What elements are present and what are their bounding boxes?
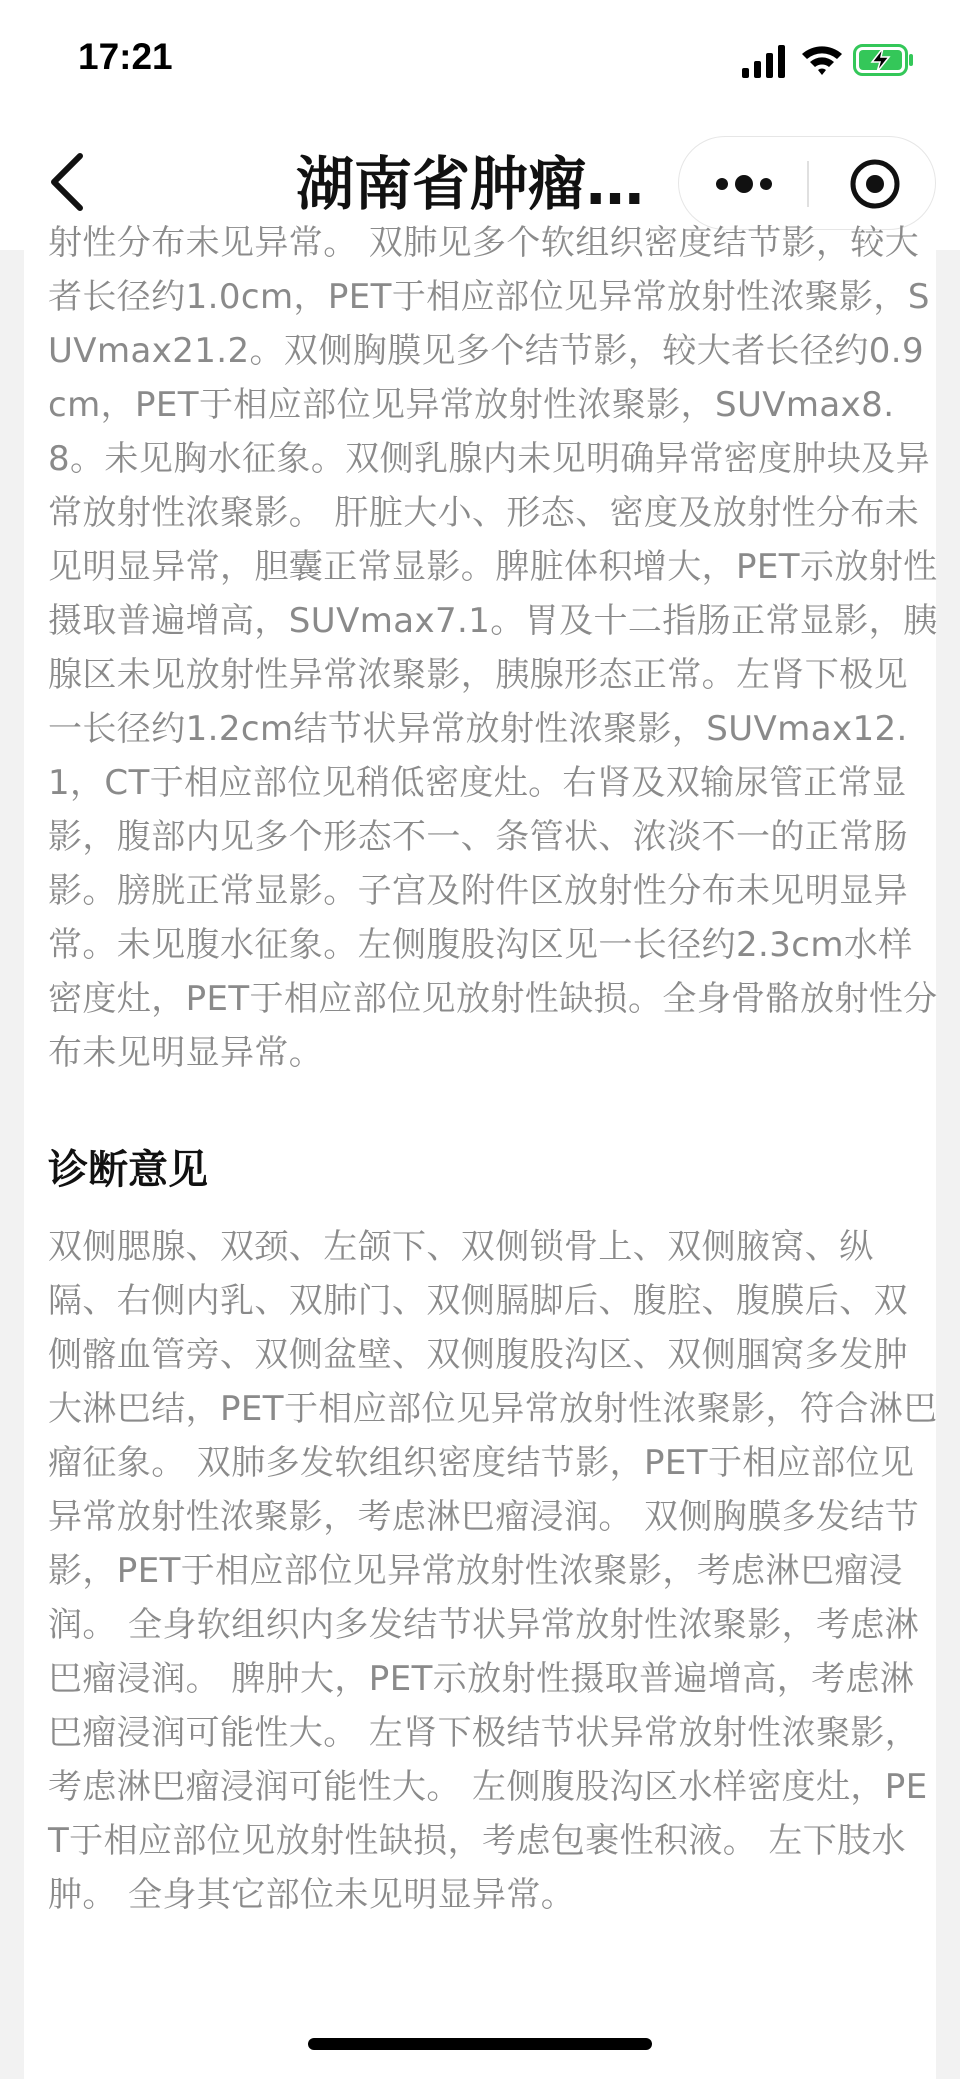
capsule-divider	[807, 161, 809, 207]
status-bar	[0, 0, 960, 120]
page-title: 湖南省肿瘤…	[296, 150, 645, 218]
diagnosis-text: 双侧腮腺、双颈、左颌下、双侧锁骨上、双侧腋窝、纵隔、右侧内乳、双肺门、双侧膈脚后、腹腔、腹膜后、双侧髂血管旁、双侧盆壁、双侧腹股沟区、双侧腘窝多发肿大淋巴结，PET于相应部位见异常放射性浓聚影，符合淋巴瘤征象。 双肺多发软组织密度结节影，PET于相应部位见异常放射性浓聚影，考虑淋巴瘤浸润。 双侧胸膜多发结节影，PET于相应部位见异常放射性浓聚影，考虑淋巴瘤浸润。 全身软组织内多发结节状异常放射性浓聚影，考虑淋巴瘤浸润。 脾肿大，PET示放射性摄取普遍增高，考虑淋巴瘤浸润可能性大。 左肾下极结节状异常放射性浓聚影，考虑淋巴瘤浸润可能性大。 左侧腹股沟区水样密度灶，PET于相应部位见放射性缺损，考虑包裹性积液。 左下肢水肿。 全身其它部位未见明显异常。	[48, 1227, 938, 1915]
home-indicator[interactable]	[308, 2038, 652, 2050]
diagnosis-heading: 诊断意见	[48, 1147, 208, 1193]
findings-text: 射性分布未见异常。 双肺见多个软组织密度结节影，较大者长径约1.0cm，PET于相应部位见异常放射性浓聚影，SUVmax21.2。双侧胸膜见多个结节影，较大者长径约0.9cm，PET于相应部位见异常放射性浓聚影，SUVmax8.8。未见胸水征象。双侧乳腺内未见明确异常密度肿块及异常放射性浓聚影。 肝脏大小、形态、密度及放射性分布未见明显异常，胆囊正常显影。脾脏体积增大，PET示放射性摄取普遍增高，SUVmax7.1。胃及十二指肠正常显影，胰腺区未见放射性异常浓聚影，胰腺形态正常。左肾下极见一长径约1.2cm结节状异常放射性浓聚影，SUVmax12.1，CT于相应部位见稍低密度灶。右肾及双输尿管正常显影，腹部内见多个形态不一、条管状、浓淡不一的正常肠影。膀胱正常显影。子宫及附件区放射性分布未见明显异常。未见腹水征象。左侧腹股沟区见一长径约2.3cm水样密度灶，PET于相应部位见放射性缺损。全身骨骼放射性分布未见明显异常。	[48, 223, 938, 1073]
wifi-icon	[800, 42, 844, 78]
status-time: 17:21	[78, 36, 173, 77]
report-content	[48, 216, 938, 1922]
cellular-signal-icon	[742, 44, 786, 78]
chevron-left-icon[interactable]	[46, 150, 86, 214]
more-dots-icon[interactable]	[713, 167, 775, 201]
target-circle-icon[interactable]	[849, 158, 901, 210]
battery-charging-icon	[853, 44, 915, 76]
report-card	[24, 223, 938, 2079]
